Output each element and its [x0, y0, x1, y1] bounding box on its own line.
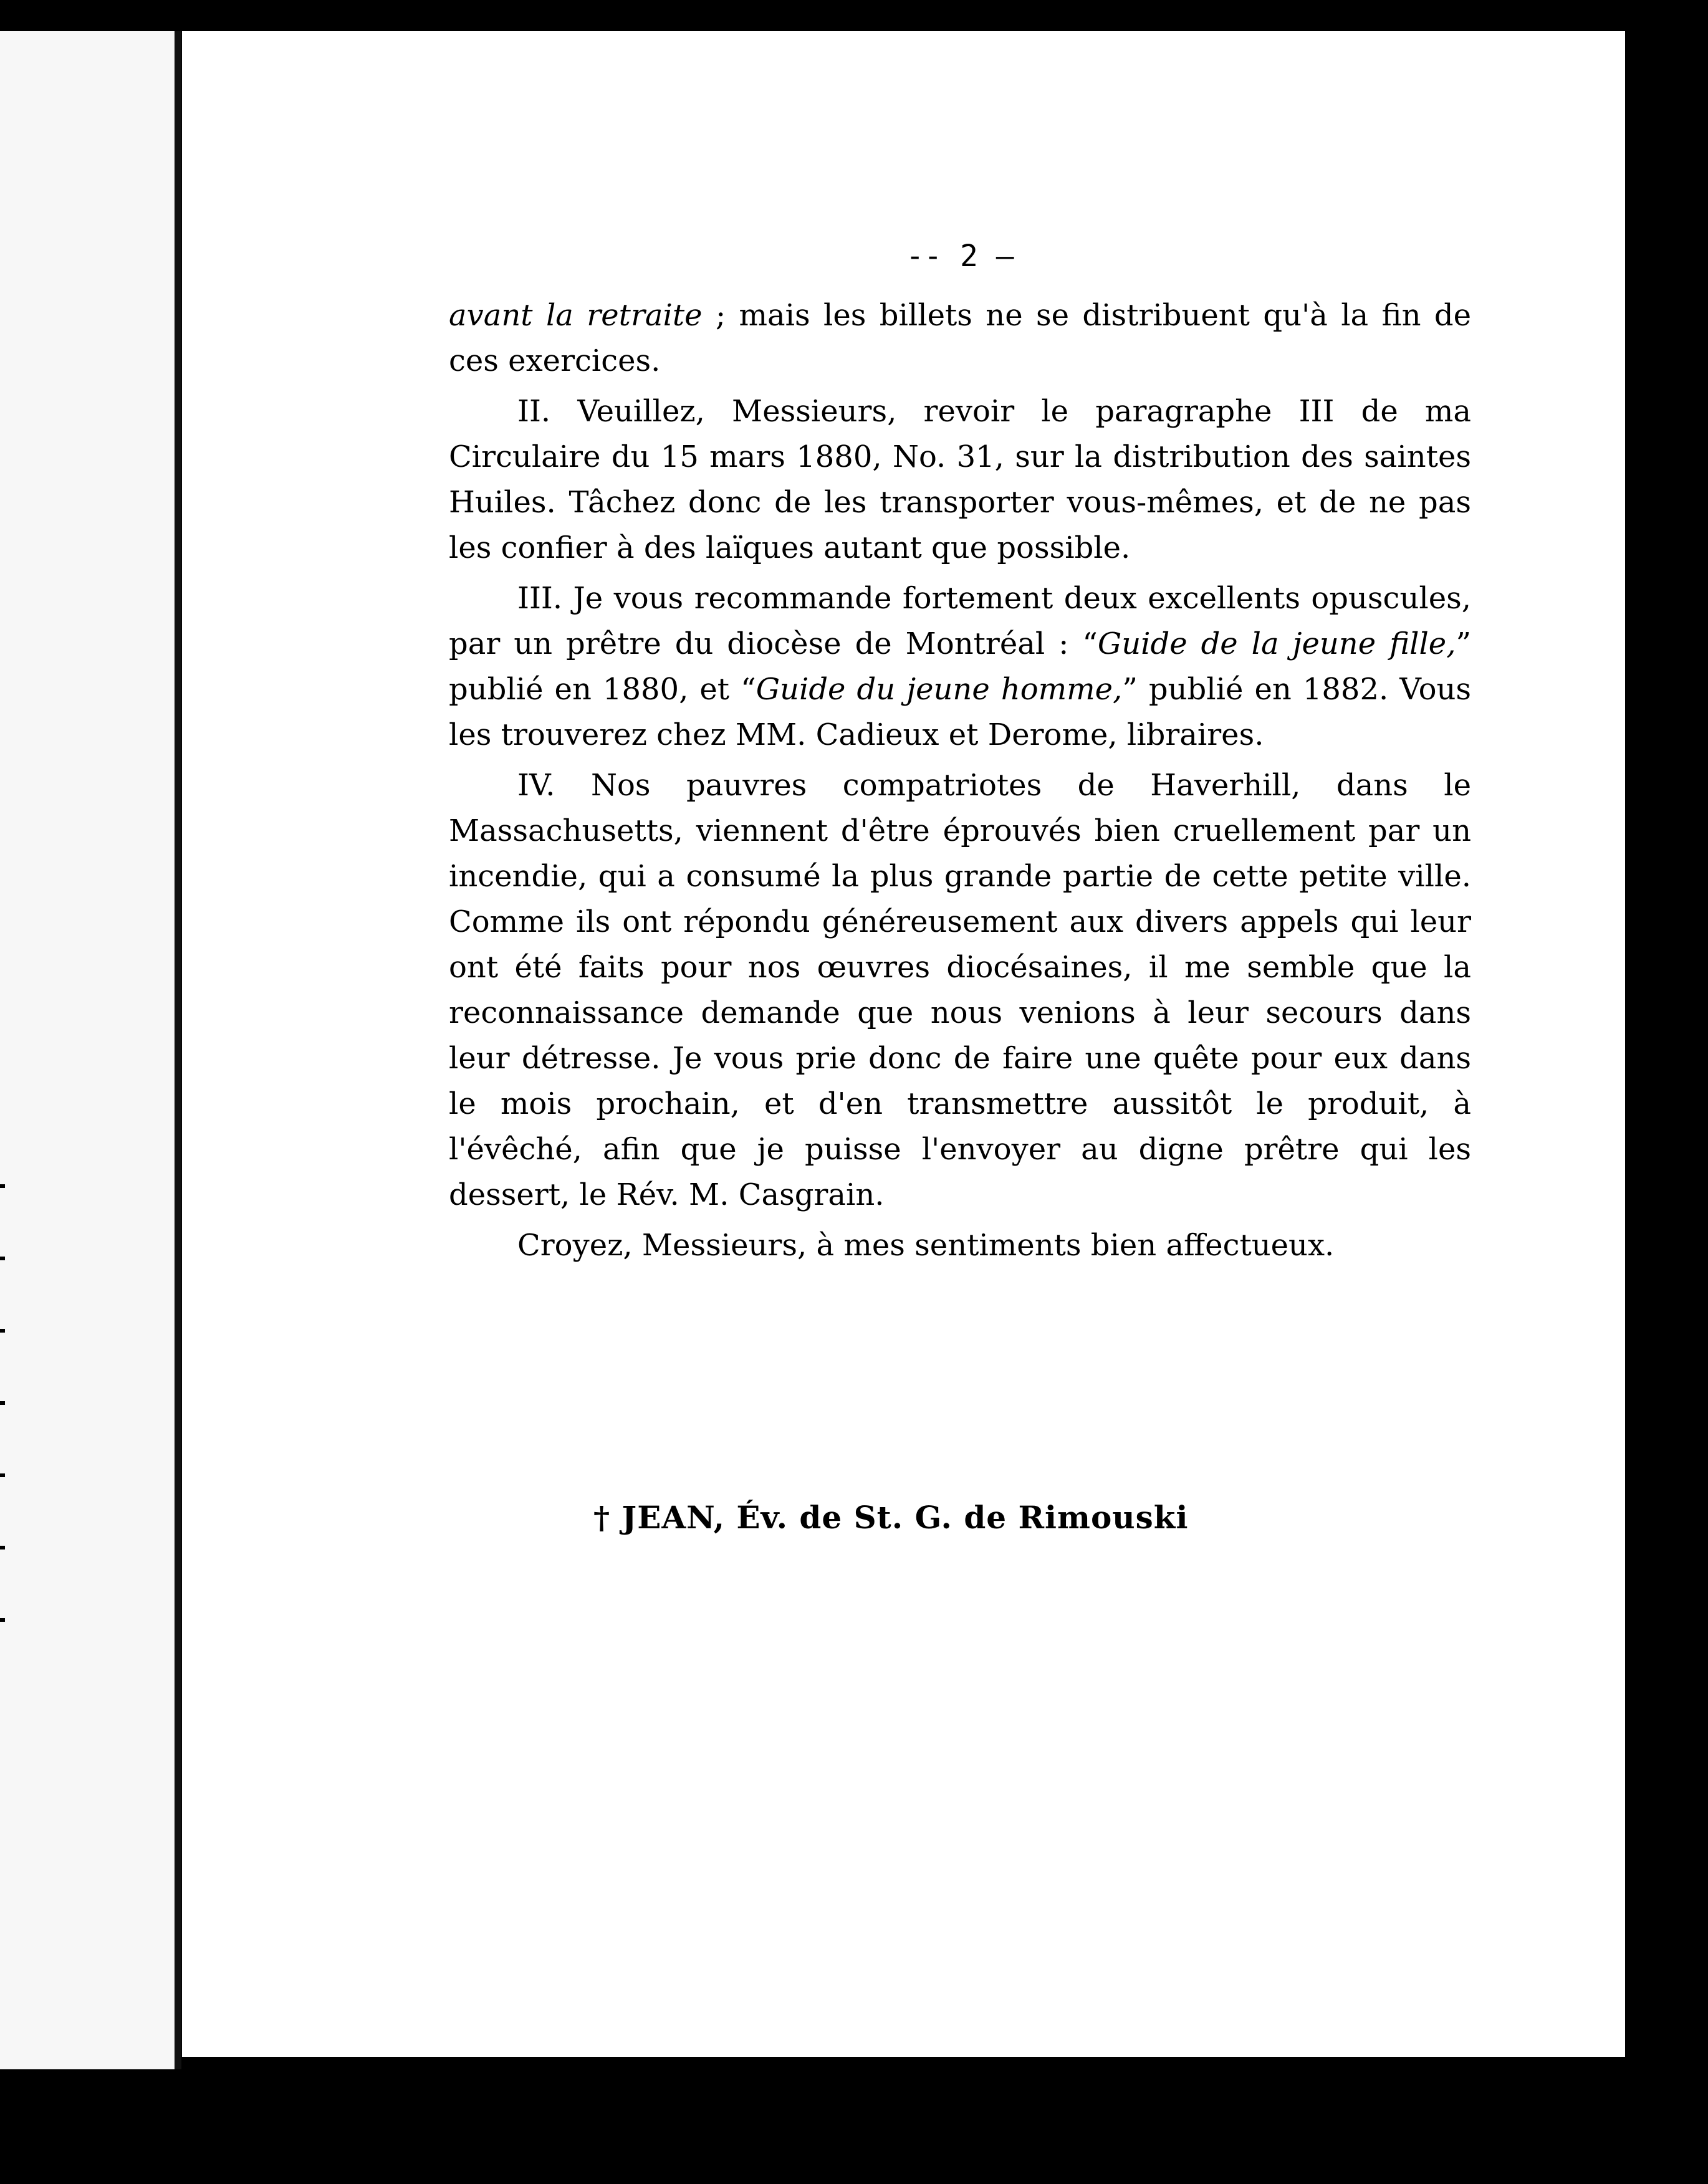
paragraph-iv: IV. Nos pauvres compatriotes de Haverhill, dans le Massachusetts, viennent d'être éprouvés bien cruellement par un incendie, qui a consumé la plus grande partie de cette petite ville. Comme ils ont répondu généreusement aux divers appels qui leur ont été faits pour nos œuvres diocésaines, il me semble que la reconnaissance demande que nous venions à leur secours dans leur détresse. Je vous prie donc de faire une quête pour eux dans le mois prochain, et d'en transmettre aussitôt le produit, à l'évêché, afin que je puisse l'envoyer au digne prêtre qui les dessert, le Rév. M. Casgrain.	[449, 768, 1471, 1212]
paragraph-iii	[449, 576, 1471, 758]
book-title-2: Guide du jeune homme,	[756, 672, 1123, 707]
closing-paragraph: Croyez, Messieurs, à mes sentiments bien affectueux.	[517, 1228, 1335, 1263]
paragraph-text: ” publié en 1880, et “	[449, 626, 1472, 707]
paragraph-ii: II. Veuillez, Messieurs, revoir le paragraphe III de ma Circulaire du 15 mars 1880, No. 31, sur la distribution des saintes Huiles. Tâchez donc de les transporter vous-mêmes, et de ne pas les confier à des laïques autant que possible.	[449, 394, 1471, 565]
adjacent-page-text-fragments	[0, 1184, 12, 1690]
paragraph-text: ” publié en 1882. Vous les trouverez chez MM. Cadieux et Derome, libraires.	[449, 672, 1472, 752]
italic-phrase: avant la retraite	[449, 298, 703, 333]
signature: † JEAN, Év. de St. G. de Rimouski	[593, 1499, 1189, 1536]
body-text	[449, 239, 1472, 1268]
adjacent-page-edge	[0, 31, 175, 2069]
page-number: -- 2 —	[906, 239, 1014, 274]
paragraph-text: ; mais les billets ne se distribuent qu'à la fin de ces exercices.	[449, 298, 1472, 378]
book-title-1: Guide de la jeune fille,	[1097, 626, 1456, 661]
page-gutter	[175, 31, 181, 2069]
paragraph-continuation	[449, 293, 1471, 384]
paragraph-text: III. Je vous recommande fortement deux excellents opuscules, par un prêtre du diocèse de Montréal : “	[449, 581, 1471, 661]
document-page	[182, 31, 1625, 2057]
